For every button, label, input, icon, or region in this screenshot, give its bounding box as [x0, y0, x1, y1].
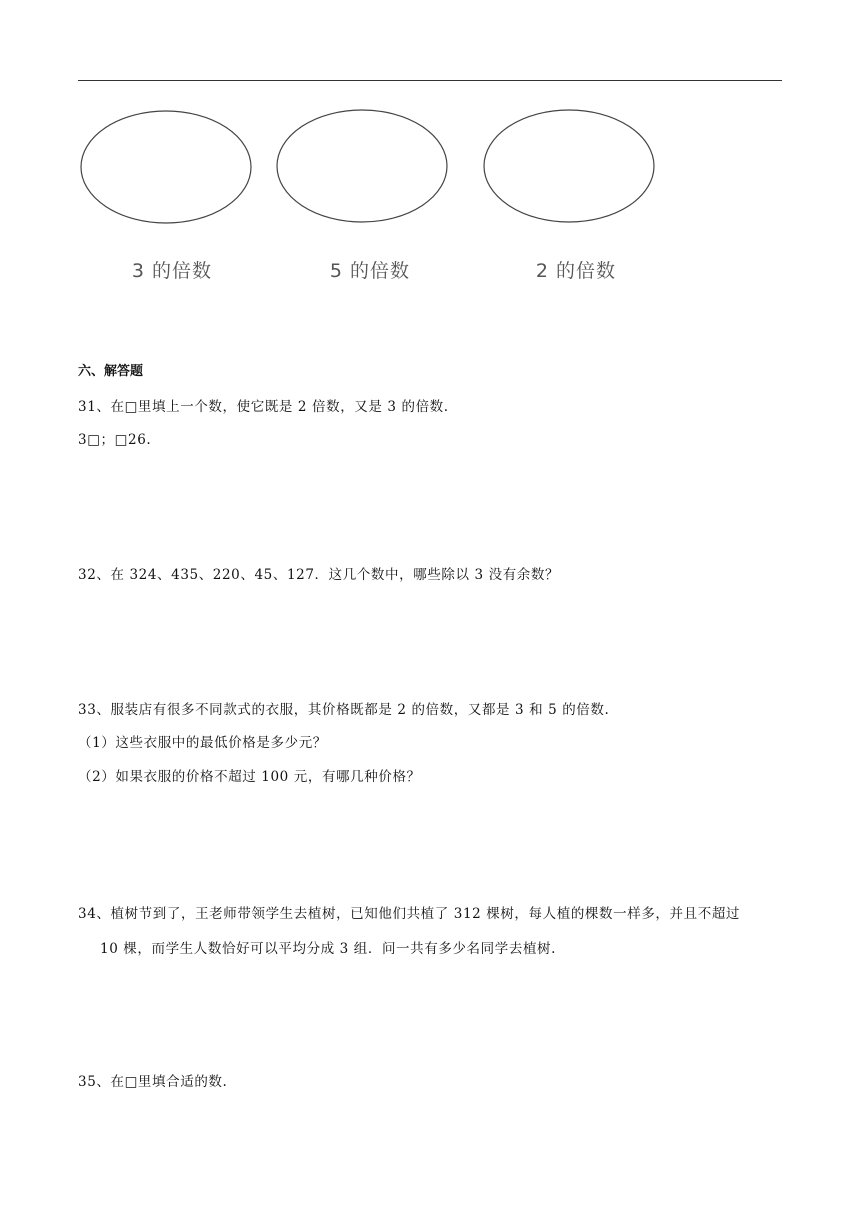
section-title: 六、解答题 [78, 364, 144, 379]
question-33-text: 33、服装店有很多不同款式的衣服，其价格既都是 2 的倍数，又都是 3 和 5 的倍数. [78, 702, 610, 718]
oval-diagram [0, 0, 860, 300]
oval-label-2: 2 的倍数 [535, 260, 617, 282]
question-31-text: 31、在□里填上一个数，使它既是 2 倍数，又是 3 的倍数. [78, 399, 449, 415]
oval-label-5: 5 的倍数 [329, 260, 411, 282]
question-34-text: 34、植树节到了，王老师带领学生去植树，已知他们共植了 312 棵树，每人植的棵数一样多，并且不超过 [78, 906, 741, 922]
oval-multiples-of-3 [81, 111, 251, 223]
question-31-blanks: 3□；□26. [78, 432, 152, 448]
oval-multiples-of-5 [277, 110, 447, 222]
question-34-text-continued: 10 棵，而学生人数恰好可以平均分成 3 组．问一共有多少名同学去植树. [100, 941, 557, 957]
question-33-part-1: （1）这些衣服中的最低价格是多少元？ [78, 735, 327, 751]
question-33-part-2: （2）如果衣服的价格不超过 100 元，有哪几种价格？ [78, 769, 421, 785]
oval-label-3: 3 的倍数 [131, 260, 213, 282]
oval-multiples-of-2 [484, 110, 654, 222]
question-35-text: 35、在□里填合适的数. [78, 1074, 228, 1090]
question-32-text: 32、在 324、435、220、45、127．这几个数中，哪些除以 3 没有余数？ [78, 567, 560, 583]
